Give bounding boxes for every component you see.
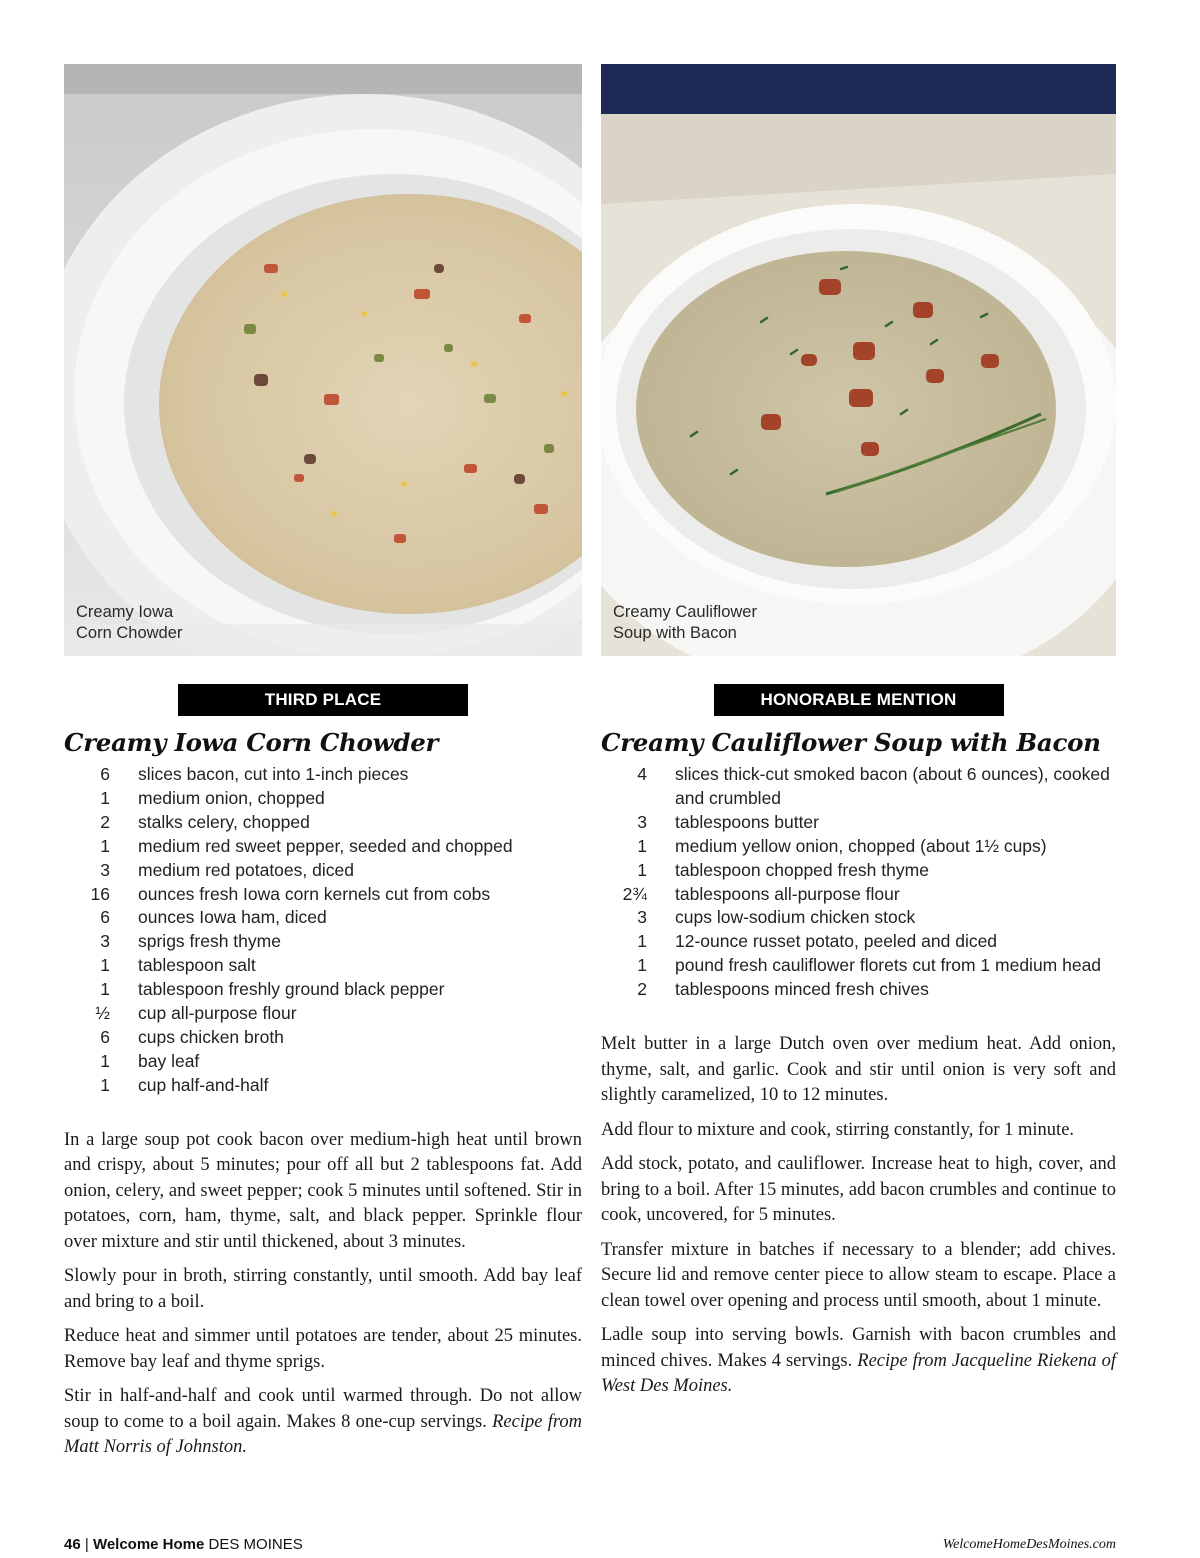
- ingredient-desc: tablespoon freshly ground black pepper: [138, 979, 445, 1000]
- ingredient-row: [64, 1050, 582, 1074]
- ingredient-qty: 3: [637, 907, 647, 928]
- ingredient-qty: 6: [100, 764, 110, 784]
- magazine-brand: Welcome Home: [92, 1536, 205, 1553]
- ingredient-qty: 1: [637, 955, 647, 976]
- ingredient-row: [601, 930, 1116, 954]
- ingredient-row: [601, 811, 1116, 835]
- ingredient-row: [601, 763, 1116, 811]
- magazine-city: DES MOINES: [208, 1536, 303, 1553]
- caption-line-2: Soup with Bacon: [613, 624, 737, 642]
- ingredient-qty: 1: [637, 835, 647, 856]
- ingredient-list: [601, 763, 1116, 1002]
- ingredient-desc: pound fresh cauliflower florets cut from 1 medium head: [675, 955, 1102, 976]
- website-url: WelcomeHomeDesMoines.com: [942, 1537, 1116, 1552]
- ingredient-desc: slices thick-cut smoked bacon (about 6 ounces), cooked and crumbled: [675, 764, 1110, 808]
- ingredient-desc: medium onion, chopped: [138, 787, 325, 808]
- ingredient-desc: stalks celery, chopped: [138, 811, 310, 832]
- ingredient-desc: cups low-sodium chicken stock: [675, 907, 916, 928]
- ingredient-desc: tablespoon salt: [138, 955, 256, 976]
- recipe-column-left: [64, 64, 582, 1470]
- ingredient-desc: sprigs fresh thyme: [138, 931, 281, 952]
- award-badge: THIRD PLACE: [178, 684, 468, 716]
- ingredient-qty: 1: [100, 955, 110, 976]
- footer-separator: |: [84, 1536, 89, 1553]
- ingredient-row: [64, 811, 582, 835]
- ingredient-row: [64, 930, 582, 954]
- recipe-method: [601, 1032, 1116, 1400]
- ingredient-qty: 1: [637, 859, 647, 880]
- method-paragraph: Reduce heat and simmer until potatoes are tender, about 25 minutes. Remove bay leaf and thyme sprigs.: [64, 1326, 582, 1372]
- ingredient-qty: 3: [100, 931, 110, 952]
- ingredient-qty: 6: [100, 907, 110, 928]
- caption-line-1: Creamy Cauliflower: [613, 603, 757, 621]
- ingredient-desc: medium yellow onion, chopped (about 1½ cups): [675, 835, 1047, 856]
- ingredient-qty: 1: [100, 1050, 110, 1071]
- caption-line-2: Corn Chowder: [76, 624, 183, 642]
- method-text: Ladle soup into serving bowls. Garnish with bacon crumbles and minced chives. Makes 4 servings.: [601, 1325, 1116, 1371]
- recipe-credit: Recipe from Jacqueline Riekena of West Des Moines.: [601, 1350, 1116, 1397]
- method-paragraph: Melt butter in a large Dutch oven over medium heat. Add onion, thyme, salt, and garlic. Cook and stir until onion is very soft and slightly caramelized, 10 to 12 minutes.: [601, 1034, 1116, 1106]
- ingredient-desc: tablespoons minced fresh chives: [675, 979, 929, 1000]
- ingredient-row: [64, 954, 582, 978]
- ingredient-row: [64, 883, 582, 907]
- ingredient-desc: cup all-purpose flour: [138, 1003, 297, 1024]
- award-badge: HONORABLE MENTION: [714, 684, 1004, 716]
- method-paragraph: Slowly pour in broth, stirring constantly, until smooth. Add bay leaf and bring to a boil.: [64, 1266, 582, 1312]
- ingredient-row: [64, 978, 582, 1002]
- cauliflower-soup-image: [601, 64, 1116, 656]
- ingredient-desc: slices bacon, cut into 1-inch pieces: [138, 764, 409, 784]
- ingredient-row: [64, 1074, 582, 1098]
- ingredient-desc: medium red potatoes, diced: [138, 859, 354, 880]
- page-number: 46: [64, 1536, 81, 1553]
- ingredient-qty: 6: [100, 1026, 110, 1047]
- ingredient-list: [64, 763, 582, 1098]
- corn-chowder-photo: [64, 64, 582, 656]
- ingredient-row: [601, 978, 1116, 1002]
- method-paragraph: In a large soup pot cook bacon over medium-high heat until brown and crispy, about 5 minutes; pour off all but 2 tablespoons fat. Add onion, celery, and sweet pepper; cook 5 minutes until softened. Stir in potatoes, corn, ham, thyme, salt, and black pepper. Sprinkle flour over mixture and stir until thickened, about 3 minutes.: [64, 1129, 582, 1252]
- ingredient-qty: 1: [100, 835, 110, 856]
- ingredient-desc: ounces fresh Iowa corn kernels cut from cobs: [138, 883, 491, 904]
- ingredient-qty: 16: [90, 883, 110, 904]
- ingredient-row: [601, 883, 1116, 907]
- ingredient-desc: tablespoons all-purpose flour: [675, 883, 900, 904]
- ingredient-qty: 1: [100, 1074, 110, 1095]
- ingredient-row: [64, 835, 582, 859]
- cauliflower-soup-photo: [601, 64, 1116, 656]
- ingredient-qty: 3: [100, 859, 110, 880]
- ingredient-row: [64, 1026, 582, 1050]
- method-paragraph: Transfer mixture in batches if necessary to a blender; add chives. Secure lid and remove center piece to allow steam to escape. Place a clean towel over opening and process until smooth, about 1 minute.: [601, 1239, 1116, 1311]
- method-paragraph: Add flour to mixture and cook, stirring constantly, for 1 minute.: [601, 1119, 1075, 1140]
- ingredient-qty: ½: [95, 1003, 110, 1024]
- ingredient-qty: 1: [637, 931, 647, 952]
- ingredient-desc: ounces Iowa ham, diced: [138, 907, 327, 928]
- ingredient-qty: 1: [100, 979, 110, 1000]
- ingredient-qty: 4: [637, 764, 647, 784]
- recipe-title: Creamy Cauliflower Soup with Bacon: [601, 728, 1101, 757]
- photo-caption: [76, 602, 182, 644]
- recipe-credit: Recipe from Matt Norris of Johnston.: [64, 1411, 583, 1458]
- recipe-title: Creamy Iowa Corn Chowder: [64, 728, 439, 757]
- ingredient-row: [64, 906, 582, 930]
- ingredient-row: [64, 787, 582, 811]
- photo-caption: [613, 602, 757, 644]
- caption-line-1: Creamy Iowa: [76, 603, 174, 621]
- recipe-method: [64, 1128, 582, 1461]
- method-paragraph-last: [64, 1384, 582, 1461]
- ingredient-row: [601, 835, 1116, 859]
- ingredient-desc: tablespoon chopped fresh thyme: [675, 859, 929, 880]
- ingredient-qty: 3: [637, 811, 647, 832]
- ingredient-desc: 12-ounce russet potato, peeled and diced: [675, 931, 998, 952]
- corn-chowder-image: [64, 64, 582, 656]
- method-text: Stir in half-and-half and cook until warmed through. Do not allow soup to come to a boil again. Makes 8 one-cup servings.: [64, 1386, 582, 1432]
- ingredient-row: [64, 1002, 582, 1026]
- ingredient-qty: 2: [100, 811, 110, 832]
- ingredient-desc: cup half-and-half: [138, 1074, 269, 1095]
- ingredient-desc: cups chicken broth: [138, 1026, 284, 1047]
- method-paragraph: Add stock, potato, and cauliflower. Increase heat to high, cover, and bring to a boil. After 15 minutes, add bacon crumbles and continue to cook, uncovered, for 5 minutes.: [601, 1154, 1116, 1226]
- ingredient-desc: tablespoons butter: [675, 811, 819, 832]
- ingredient-row: [601, 906, 1116, 930]
- ingredient-row: [64, 763, 582, 787]
- recipe-column-right: [601, 64, 1116, 1409]
- page-footer-left: [64, 1536, 303, 1553]
- ingredient-qty: 2: [637, 979, 647, 1000]
- ingredient-row: [601, 859, 1116, 883]
- ingredient-row: [64, 859, 582, 883]
- ingredient-desc: medium red sweet pepper, seeded and chopped: [138, 835, 513, 856]
- ingredient-desc: bay leaf: [138, 1050, 200, 1071]
- method-paragraph-last: [601, 1323, 1116, 1400]
- ingredient-qty: 2¾: [622, 883, 647, 904]
- ingredient-qty: 1: [100, 787, 110, 808]
- ingredient-row: [601, 954, 1116, 978]
